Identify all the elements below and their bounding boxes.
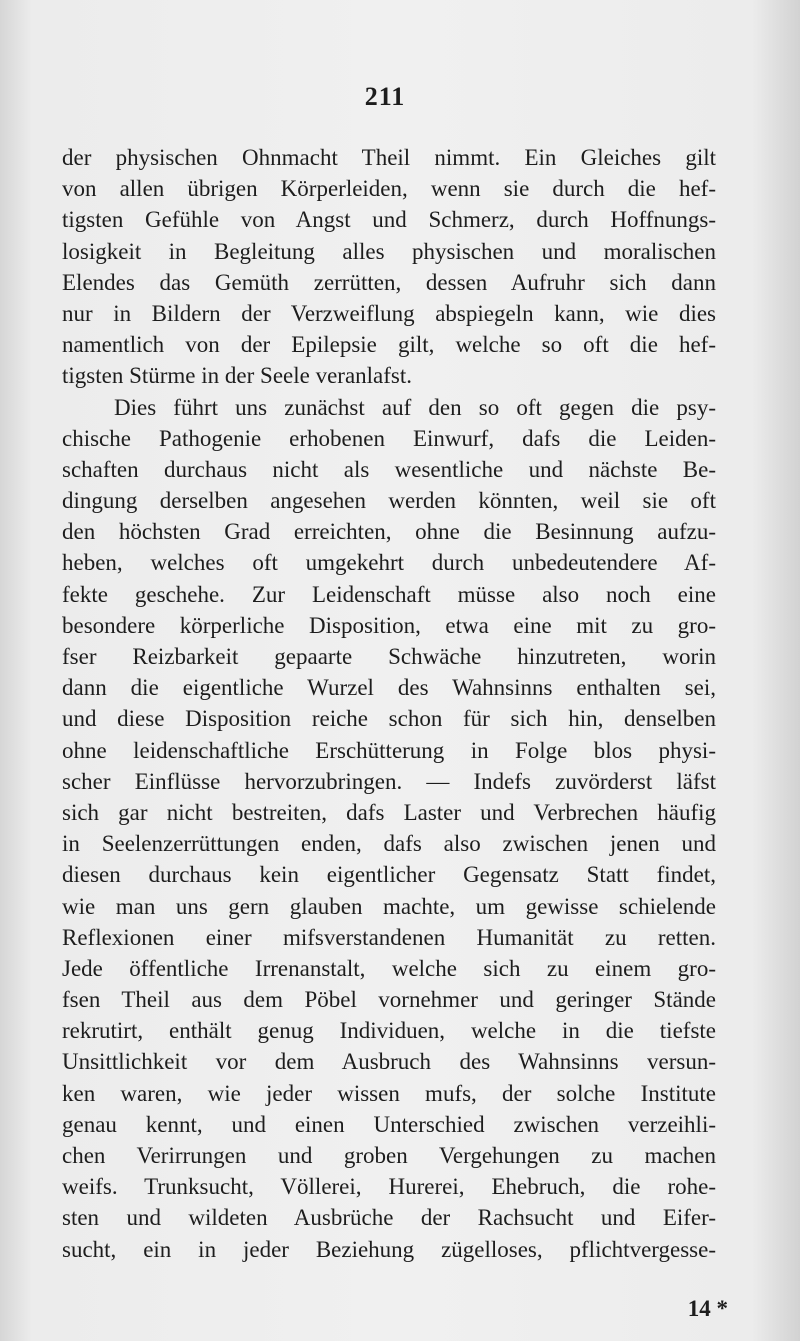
text-line: fser Reizbarkeit gepaarte Schwäche hinzutreten, worin [62, 644, 716, 669]
text-line: heben, welches oft umgekehrt durch unbedeutendere Af- [62, 550, 716, 576]
text-line: schaften durchaus nicht als wesentliche und nächste Be- [62, 456, 716, 482]
text-line: chische Pathogenie erhobenen Einwurf, dafs die Leiden- [62, 425, 716, 451]
paragraph [62, 392, 716, 1265]
text-line: fsen Theil aus dem Pöbel vornehmer und geringer Stände [62, 987, 716, 1013]
text-line: sucht, ein in jeder Beziehung zügelloses, pflichtvergesse- [62, 1236, 716, 1262]
body-text [62, 142, 716, 1265]
text-line: von allen übrigen Körperleiden, wenn sie durch die hef- [62, 176, 716, 202]
text-line: besondere körperliche Disposition, etwa eine mit zu gro- [62, 612, 716, 638]
text-line: namentlich von der Epilepsie gilt, welche so oft die hef- [62, 332, 716, 358]
signature-mark: 14 * [687, 1296, 728, 1321]
text-line: sich gar nicht bestreiten, dafs Laster und Verbrechen häufig [62, 799, 716, 825]
text-line: und diese Disposition reiche schon für sich hin, denselben [62, 706, 716, 732]
text-line: in Seelenzerrüttungen enden, dafs also zwischen jenen und [62, 831, 716, 857]
text-line: tigsten Stürme in der Seele veranlafst. [62, 363, 413, 389]
paragraph [62, 142, 716, 392]
page-number: 211 [364, 82, 406, 111]
text-line: ohne leidenschaftliche Erschütterung in Folge blos physi- [62, 737, 716, 763]
text-line: fekte geschehe. Zur Leidenschaft müsse also noch eine [62, 581, 716, 607]
text-line: Jede öffentliche Irrenanstalt, welche sich zu einem gro- [62, 955, 716, 981]
text-line: Unsittlichkeit vor dem Ausbruch des Wahnsinns versun- [62, 1049, 716, 1075]
text-line: ken waren, wie jeder wissen mufs, der solche Institute [62, 1080, 716, 1106]
text-line: rekrutirt, enthält genug Individuen, welche in die tiefste [62, 1018, 716, 1044]
text-line: wie man uns gern glauben machte, um gewisse schielende [62, 893, 716, 919]
text-line: Elendes das Gemüth zerrütten, dessen Aufruhr sich dann [62, 269, 716, 295]
text-line: weifs. Trunksucht, Völlerei, Hurerei, Ehebruch, die rohe- [62, 1174, 716, 1200]
text-line: den höchsten Grad erreichten, ohne die Besinnung aufzu- [62, 519, 716, 545]
text-line: dann die eigentliche Wurzel des Wahnsinns enthalten sei, [62, 675, 716, 701]
text-line: Dies führt uns zunächst auf den so oft gegen die psy- [114, 394, 716, 420]
text-line: chen Verirrungen und groben Vergehungen zu machen [62, 1143, 716, 1168]
text-line: der physischen Ohnmacht Theil nimmt. Ein Gleiches gilt [62, 145, 716, 170]
text-line: dingung derselben angesehen werden könnten, weil sie oft [62, 488, 716, 514]
text-line: nur in Bildern der Verzweiflung abspiegeln kann, wie dies [62, 300, 716, 326]
text-line: sten und wildeten Ausbrüche der Rachsucht und Eifer- [62, 1205, 716, 1231]
text-line: tigsten Gefühle von Angst und Schmerz, durch Hoffnungs- [62, 207, 716, 233]
text-line: diesen durchaus kein eigentlicher Gegensatz Statt findet, [62, 862, 716, 888]
text-line: genau kennt, und einen Unterschied zwischen verzeihli- [62, 1111, 716, 1137]
text-line: losigkeit in Begleitung alles physischen und moralischen [62, 238, 716, 264]
text-line: scher Einflüsse hervorzubringen. — Indefs zuvörderst läfst [62, 768, 716, 794]
text-line: Reflexionen einer mifsverstandenen Humanität zu retten. [62, 924, 716, 950]
